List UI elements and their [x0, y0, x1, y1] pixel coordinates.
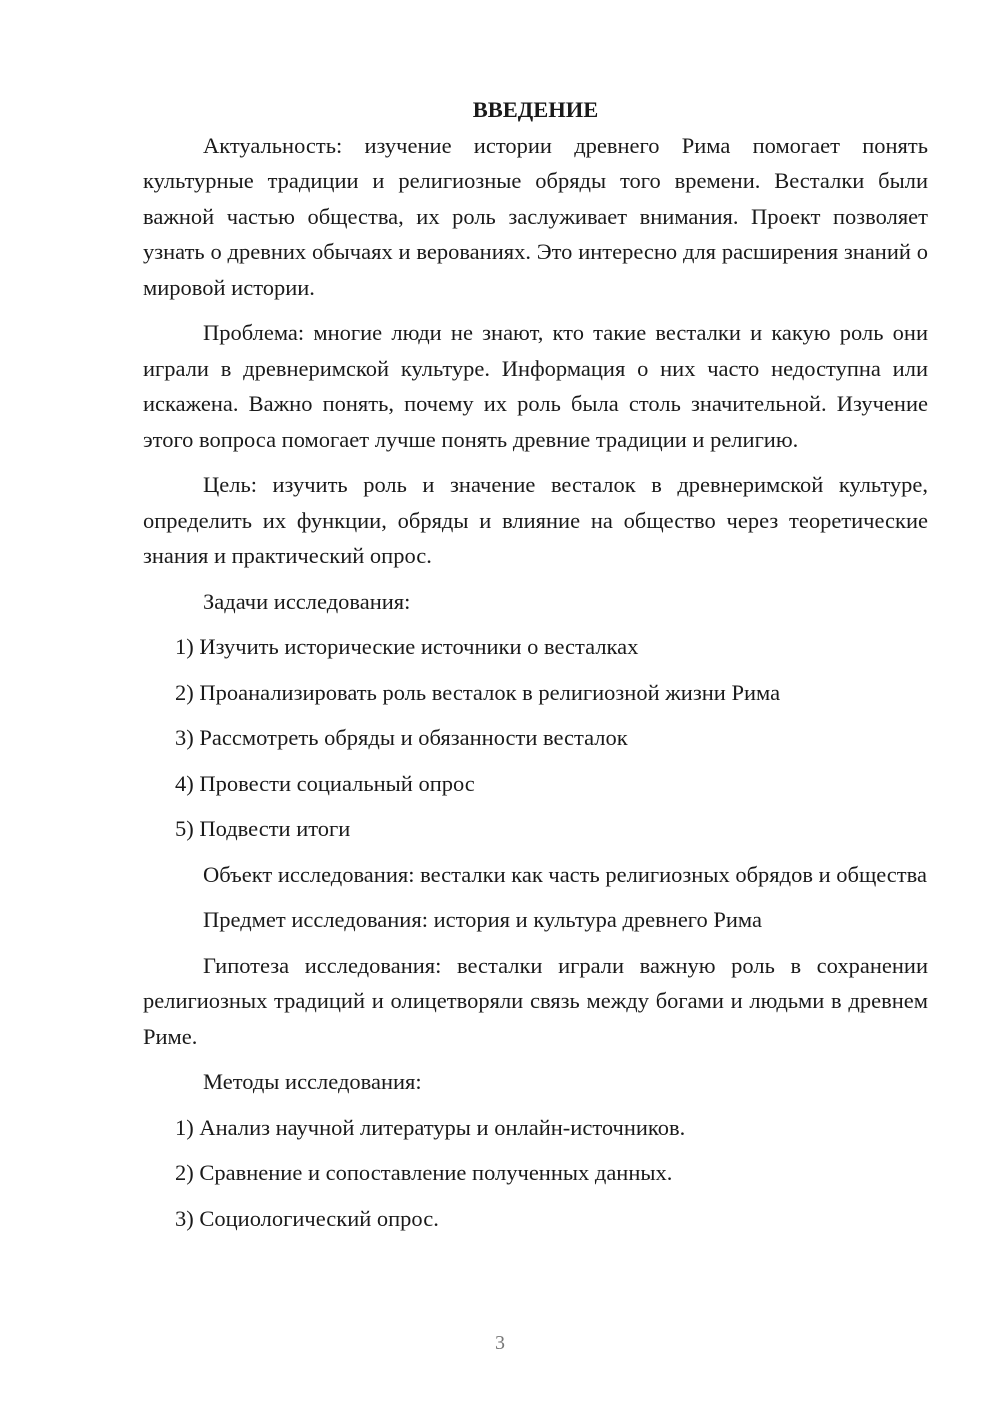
goal-paragraph: Цель: изучить роль и значение весталок в древнеримской культуре, определить их функции, обряды и влияние на общество через теоретические знания и практический опрос.: [143, 472, 928, 568]
list-item: 5) Подвести итоги: [175, 816, 351, 841]
list-item: 2) Сравнение и сопоставление полученных данных.: [175, 1160, 673, 1185]
list-item: 3) Рассмотреть обряды и обязанности весталок: [175, 725, 628, 750]
methods-title: Методы исследования:: [203, 1069, 422, 1094]
page-number: 3: [495, 1332, 505, 1354]
list-item: 1) Анализ научной литературы и онлайн-источников.: [175, 1114, 686, 1140]
list-item: 1) Изучить исторические источники о весталках: [175, 634, 639, 659]
list-item: 3) Социологический опрос.: [175, 1205, 439, 1231]
tasks-title: Задачи исследования:: [203, 588, 411, 614]
methods-list: [143, 1110, 928, 1237]
object-paragraph: Объект исследования: весталки как часть религиозных обрядов и общества: [203, 861, 927, 887]
page-content: [143, 92, 928, 1246]
section-heading: ВВЕДЕНИЕ: [472, 97, 599, 122]
tasks-list: [143, 629, 928, 847]
problem-paragraph: Проблема: многие люди не знают, кто такие весталки и какую роль они играли в древнеримской культуре. Информация о них часто недоступна или искажена. Важно понять, почему их роль была столь значительной. Изучение этого вопроса помогает лучше понять древние традиции и религию.: [143, 320, 928, 452]
subject-paragraph: Предмет исследования: история и культура древнего Рима: [203, 907, 762, 932]
relevance-paragraph: Актуальность: изучение истории древнего Рима помогает понять культурные традиции и религиозные обряды того времени. Весталки были важной частью общества, их роль заслуживает внимания. Проект позволяет узнать о древних обычаях и верованиях. Это интересно для расширения знаний о мировой истории.: [143, 132, 928, 300]
list-item: 2) Проанализировать роль весталок в религиозной жизни Рима: [175, 679, 781, 705]
list-item: 4) Провести социальный опрос: [175, 770, 475, 796]
hypothesis-paragraph: Гипотеза исследования: весталки играли важную роль в сохранении религиозных традиций и олицетворяли связь между богами и людьми в древнем Риме.: [143, 952, 928, 1049]
